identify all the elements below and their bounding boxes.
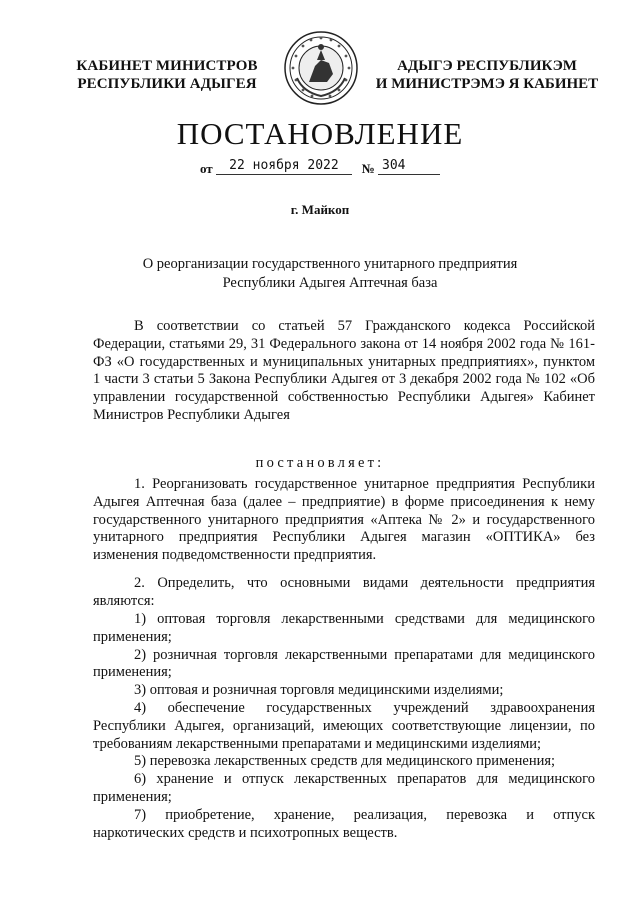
number-label: № [361,161,375,176]
list-item: 5) перевозка лекарственных средств для медицинского применения; [134,753,556,770]
document-date: 22 ноября 2022 [216,158,352,175]
item-2-paragraph: 2. Определить, что основными видами деятельности предприятия являются: [93,575,595,609]
activities-list [93,611,595,842]
list-item: 4) обеспечение государственных учреждений здравоохранения Республики Адыгея, организаций, имеющих соответствующие лицензии, по требованиям лекарственными препаратами и медицинскими изделиями; [93,699,595,752]
document-title: ПОСТАНОВЛЕНИЕ [176,116,464,151]
subject-line-2: Республики Адыгея Аптечная база [222,274,438,291]
subject-line-1: О реорганизации государственного унитарного предприятия [142,256,518,272]
issuer-line-1-adyghe: АДЫГЭ РЕСПУБЛИКЭМ [397,58,577,74]
issuer-name-russian [62,57,272,93]
item-1-paragraph: 1. Реорганизовать государственное унитарное предприятия Республики Адыгея Аптечная база (далее – предприятие) в форме присоединения к нему государственного унитарного предприятия «Аптека № 2» и государственного унитарного предприятия Республики Адыгея магазин «ОПТИКА» без изменения подведомственности предприятия. [93,476,595,564]
issuer-name-adyghe [374,57,600,93]
date-from-label: от [199,161,213,176]
document-subject [120,255,540,292]
list-item: 2) розничная торговля лекарственными препаратами для медицинского применения; [93,646,595,681]
list-item: 6) хранение и отпуск лекарственных препаратов для медицинского применения; [93,771,595,805]
list-item: 1) оптовая торговля лекарственными средствами для медицинского применения; [93,611,595,645]
list-item: 3) оптовая и розничная торговля медицинскими изделиями; [134,682,504,699]
document-number: 304 [378,158,440,175]
city-name: г. Майкоп [290,202,350,217]
coat-of-arms-emblem [283,30,359,106]
issuer-line-2-adyghe: И МИНИСТРЭМЭ Я КАБИНЕТ [375,76,599,92]
resolves-heading: постановляет: [255,455,385,471]
date-number-line [0,158,640,179]
list-item: 7) приобретение, хранение, реализация, перевозка и отпуск наркотических средств и психотропных веществ. [93,806,595,841]
issuer-line-1: КАБИНЕТ МИНИСТРОВ [76,58,258,74]
preamble-paragraph: В соответствии со статьей 57 Гражданского кодекса Российской Федерации, статьями 29, 31 Федерального закона от 14 ноября 2002 года № 161-ФЗ «О государственных и муниципальных унитарных предприятиях», пунктом 1 части 3 статьи 5 Закона Республики Адыгея от 3 декабря 2002 года № 102 «Об управлении государственной собственностью Республики Адыгея» Кабинет Министров Республики Адыгея [93,318,595,423]
issuer-line-2: РЕСПУБЛИКИ АДЫГЕЯ [77,76,257,92]
